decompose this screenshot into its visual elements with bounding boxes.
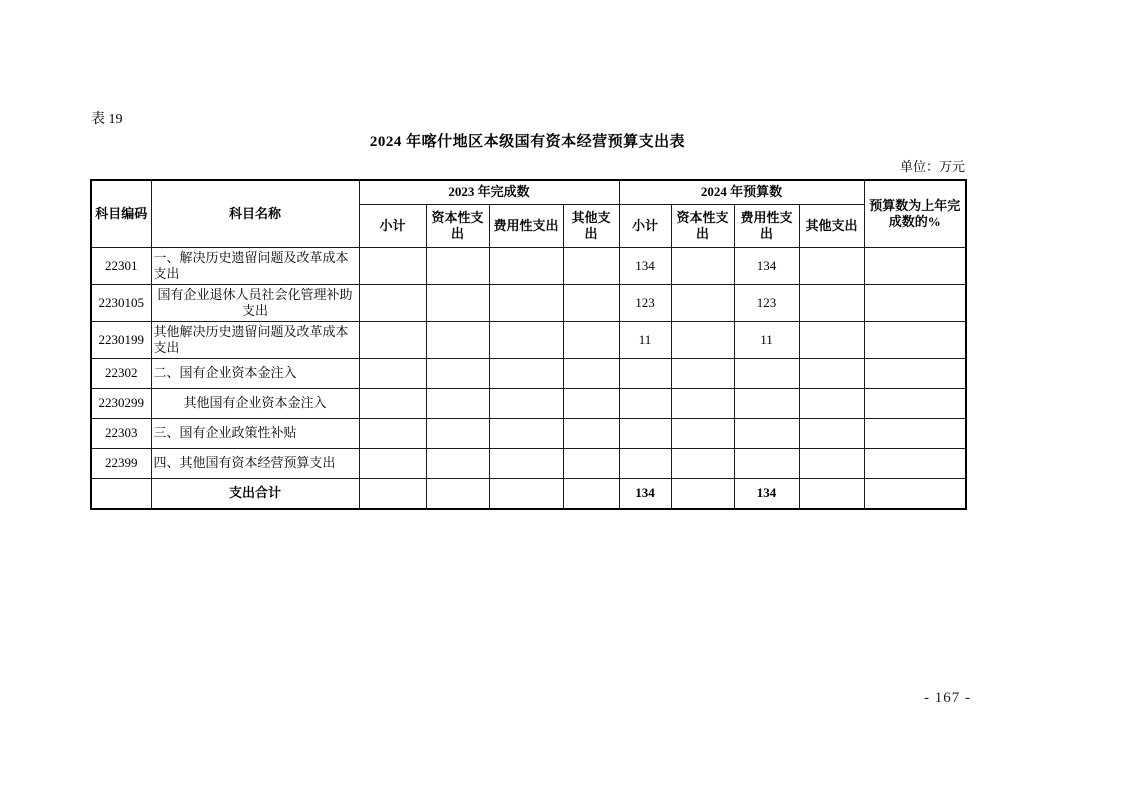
cell-2024-other (799, 322, 864, 359)
cell-2024-other (799, 285, 864, 322)
cell-2024-subtotal: 134 (619, 479, 671, 510)
header-subject-name: 科目名称 (151, 180, 359, 248)
table-body (91, 248, 966, 510)
cell-2024-subtotal (619, 389, 671, 419)
cell-subject-name: 三、国有企业政策性补贴 (151, 419, 359, 449)
cell-2023-subtotal (359, 449, 426, 479)
cell-2024-expense: 134 (734, 248, 799, 285)
cell-2024-expense: 11 (734, 322, 799, 359)
cell-subject-code: 2230199 (91, 322, 151, 359)
cell-2024-expense: 134 (734, 479, 799, 510)
cell-2023-other (563, 419, 619, 449)
cell-2023-capital (426, 359, 489, 389)
cell-2024-expense: 123 (734, 285, 799, 322)
cell-2023-expense (489, 248, 563, 285)
table-row (91, 449, 966, 479)
cell-2023-other (563, 285, 619, 322)
cell-2024-capital (671, 248, 734, 285)
cell-2023-subtotal (359, 322, 426, 359)
cell-2023-capital (426, 389, 489, 419)
cell-2023-subtotal (359, 419, 426, 449)
cell-ratio (864, 285, 966, 322)
cell-2024-subtotal: 11 (619, 322, 671, 359)
cell-2023-subtotal (359, 248, 426, 285)
table-row (91, 285, 966, 322)
cell-2023-capital (426, 449, 489, 479)
cell-ratio (864, 479, 966, 510)
cell-subject-name: 二、国有企业资本金注入 (151, 359, 359, 389)
cell-2023-expense (489, 359, 563, 389)
cell-subject-name: 一、解决历史遗留问题及改革成本支出 (151, 248, 359, 285)
cell-subject-code: 22399 (91, 449, 151, 479)
cell-ratio (864, 359, 966, 389)
header-row-groups (91, 180, 966, 205)
cell-ratio (864, 449, 966, 479)
table-row (91, 322, 966, 359)
cell-2024-other (799, 359, 864, 389)
cell-2023-expense (489, 419, 563, 449)
table-row (91, 479, 966, 510)
cell-2023-expense (489, 389, 563, 419)
header-2024-subtotal: 小计 (619, 205, 671, 248)
cell-2024-other (799, 449, 864, 479)
budget-table (90, 179, 967, 510)
cell-ratio (864, 389, 966, 419)
header-2023-expense: 费用性支出 (489, 205, 563, 248)
cell-subject-code: 22302 (91, 359, 151, 389)
unit-note: 单位：万元 (899, 159, 965, 174)
header-2024-capital: 资本性支出 (671, 205, 734, 248)
header-2024-group: 2024 年预算数 (619, 180, 864, 205)
header-2023-group: 2023 年完成数 (359, 180, 619, 205)
header-subject-code: 科目编码 (91, 180, 151, 248)
cell-2023-other (563, 322, 619, 359)
cell-2024-subtotal (619, 449, 671, 479)
header-2023-capital: 资本性支出 (426, 205, 489, 248)
cell-ratio (864, 322, 966, 359)
cell-2023-expense (489, 479, 563, 510)
cell-2023-other (563, 248, 619, 285)
header-2024-other: 其他支出 (799, 205, 864, 248)
cell-subject-code: 2230105 (91, 285, 151, 322)
cell-2023-other (563, 479, 619, 510)
cell-2024-subtotal: 123 (619, 285, 671, 322)
cell-2024-capital (671, 419, 734, 449)
header-2023-other: 其他支出 (563, 205, 619, 248)
table-header (91, 180, 966, 248)
cell-2023-capital (426, 322, 489, 359)
cell-2024-capital (671, 449, 734, 479)
cell-subject-name: 支出合计 (151, 479, 359, 510)
cell-subject-code: 2230299 (91, 389, 151, 419)
cell-2024-other (799, 389, 864, 419)
cell-2024-capital (671, 322, 734, 359)
cell-2024-subtotal: 134 (619, 248, 671, 285)
table-row (91, 359, 966, 389)
cell-2024-subtotal (619, 359, 671, 389)
cell-2023-capital (426, 479, 489, 510)
cell-subject-name: 四、其他国有资本经营预算支出 (151, 449, 359, 479)
cell-2024-other (799, 419, 864, 449)
cell-2023-expense (489, 322, 563, 359)
cell-2024-capital (671, 389, 734, 419)
cell-subject-name: 其他国有企业资本金注入 (151, 389, 359, 419)
cell-2023-capital (426, 285, 489, 322)
page-number: - 167 - (924, 690, 971, 706)
cell-2023-capital (426, 419, 489, 449)
cell-2023-other (563, 389, 619, 419)
page-title: 2024 年喀什地区本级国有资本经营预算支出表 (369, 134, 686, 150)
cell-subject-code: 22301 (91, 248, 151, 285)
cell-2023-capital (426, 248, 489, 285)
cell-2024-expense (734, 389, 799, 419)
cell-ratio (864, 419, 966, 449)
cell-2024-expense (734, 449, 799, 479)
header-2023-subtotal: 小计 (359, 205, 426, 248)
cell-2024-subtotal (619, 419, 671, 449)
cell-2024-capital (671, 479, 734, 510)
cell-subject-name: 国有企业退休人员社会化管理补助支出 (151, 285, 359, 322)
header-ratio: 预算数为上年完成数的% (864, 180, 966, 248)
cell-subject-code (91, 479, 151, 510)
cell-2024-other (799, 248, 864, 285)
header-2024-expense: 费用性支出 (734, 205, 799, 248)
cell-2024-other (799, 479, 864, 510)
cell-ratio (864, 248, 966, 285)
table-row (91, 389, 966, 419)
cell-2023-other (563, 449, 619, 479)
cell-2023-expense (489, 449, 563, 479)
table-row (91, 419, 966, 449)
cell-2024-capital (671, 359, 734, 389)
cell-2023-subtotal (359, 359, 426, 389)
table-row (91, 248, 966, 285)
cell-2023-subtotal (359, 285, 426, 322)
cell-subject-code: 22303 (91, 419, 151, 449)
cell-2023-expense (489, 285, 563, 322)
cell-2024-expense (734, 359, 799, 389)
cell-2023-subtotal (359, 389, 426, 419)
table-label: 表 19 (91, 112, 123, 127)
cell-2024-capital (671, 285, 734, 322)
cell-2023-other (563, 359, 619, 389)
cell-2024-expense (734, 419, 799, 449)
cell-2023-subtotal (359, 479, 426, 510)
cell-subject-name: 其他解决历史遗留问题及改革成本支出 (151, 322, 359, 359)
